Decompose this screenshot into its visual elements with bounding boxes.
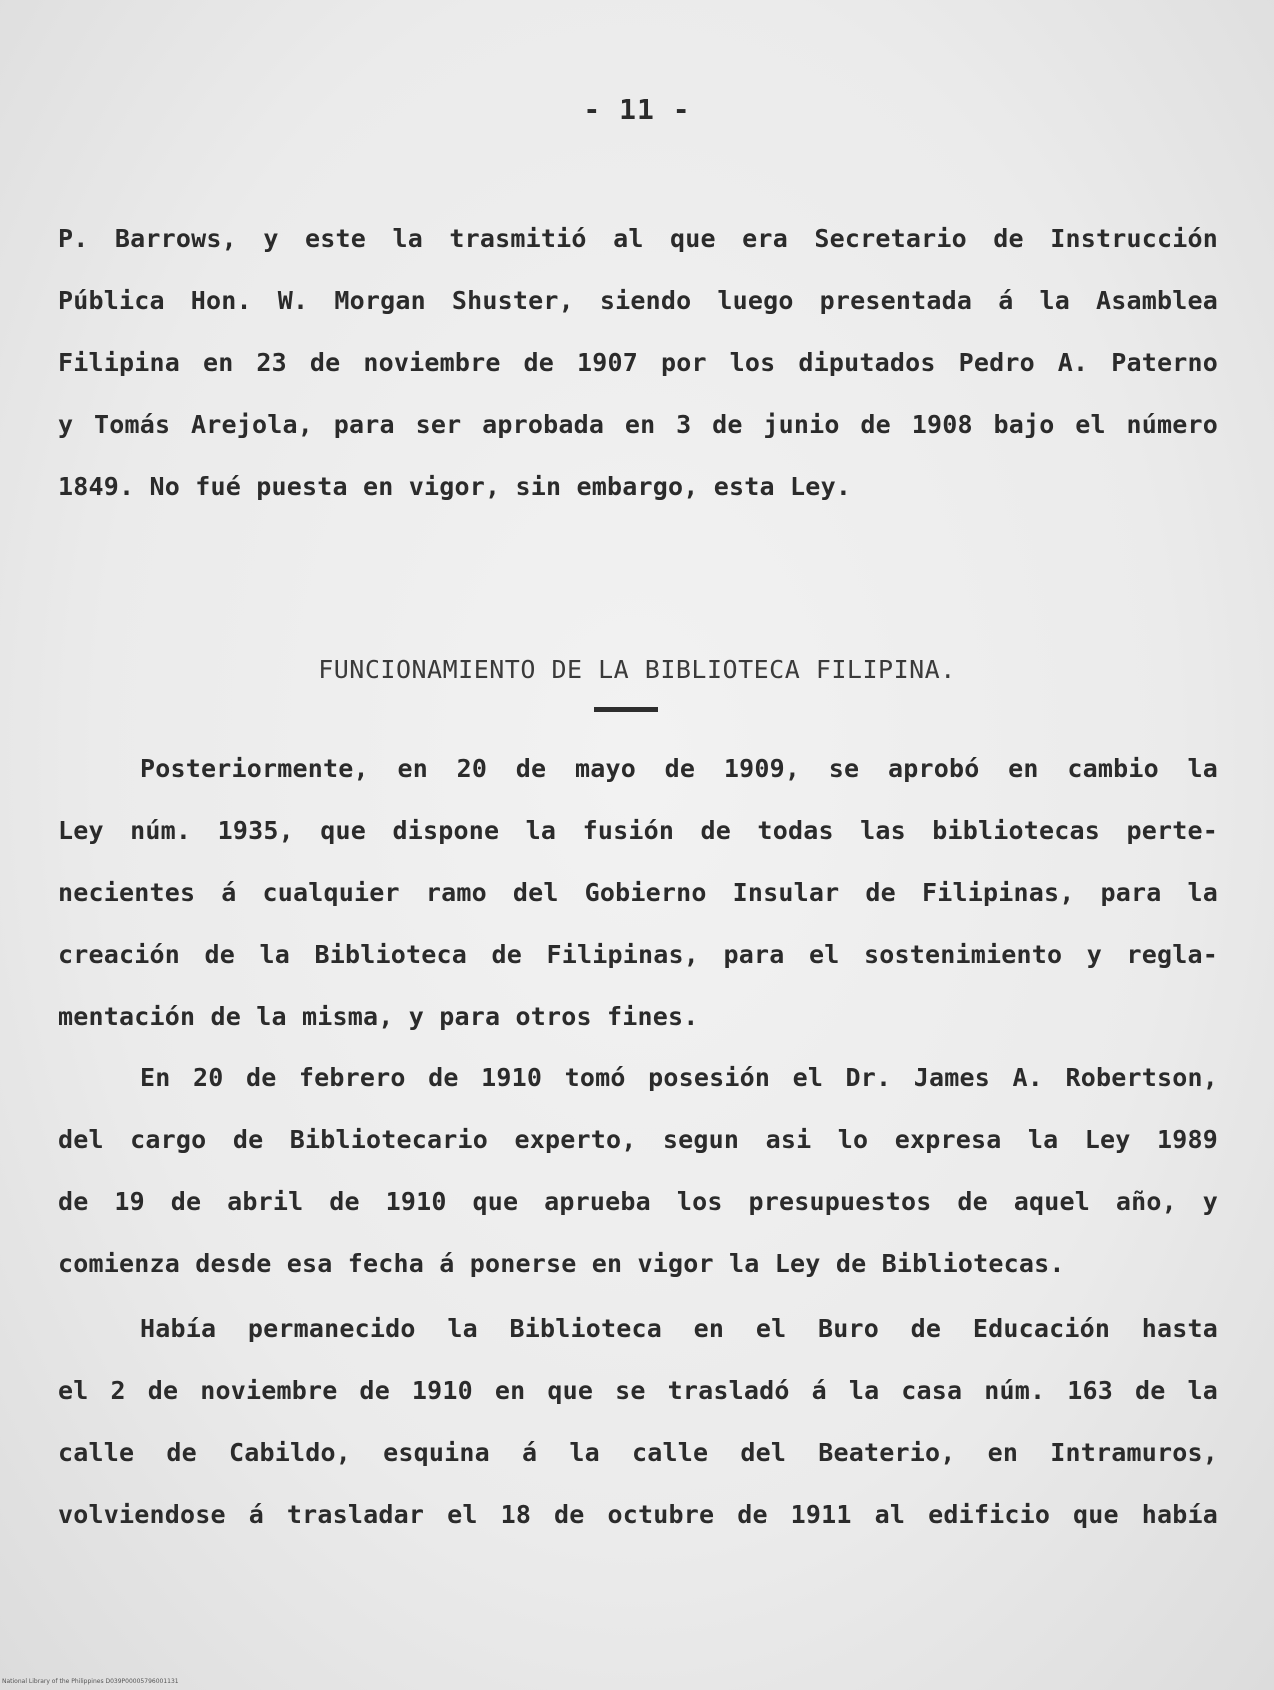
archive-footer: National Library of the Philippines D039P00005796001131 [2, 1678, 179, 1685]
paragraph-3 [58, 1047, 1218, 1295]
paragraph-2 [58, 738, 1218, 1048]
text-line: volviendose á trasladar el 18 de octubre de 1911 al edificio que había [58, 1500, 1218, 1529]
text-line: 1849. No fué puesta en vigor, sin embargo, esta Ley. [58, 472, 852, 501]
text-line: Filipina en 23 de noviembre de 1907 por los diputados Pedro A. Paterno [58, 348, 1218, 377]
page-number: - 11 - [583, 93, 691, 126]
text-line: Pública Hon. W. Morgan Shuster, siendo luego presentada á la Asamblea [58, 286, 1218, 315]
text-line: Ley núm. 1935, que dispone la fusión de todas las bibliotecas perte- [58, 816, 1218, 845]
paragraph-4 [58, 1298, 1218, 1546]
text-line: Había permanecido la Biblioteca en el Buro de Educación hasta [140, 1314, 1218, 1343]
text-line: Posteriormente, en 20 de mayo de 1909, se aprobó en cambio la [140, 754, 1218, 783]
text-line: mentación de la misma, y para otros fines. [58, 1002, 699, 1031]
text-line: necientes á cualquier ramo del Gobierno Insular de Filipinas, para la [58, 878, 1218, 907]
text-line: creación de la Biblioteca de Filipinas, para el sostenimiento y regla- [58, 940, 1218, 969]
text-line: P. Barrows, y este la trasmitió al que era Secretario de Instrucción [58, 224, 1218, 253]
text-line: En 20 de febrero de 1910 tomó posesión el Dr. James A. Robertson, [140, 1063, 1218, 1092]
text-line: comienza desde esa fecha á ponerse en vigor la Ley de Bibliotecas. [58, 1249, 1065, 1278]
paragraph-1 [58, 208, 1218, 518]
section-title: FUNCIONAMIENTO DE LA BIBLIOTECA FILIPINA. [318, 655, 956, 684]
text-line: de 19 de abril de 1910 que aprueba los presupuestos de aquel año, y [58, 1187, 1218, 1216]
text-line: del cargo de Bibliotecario experto, segun asi lo expresa la Ley 1989 [58, 1125, 1218, 1154]
text-line: y Tomás Arejola, para ser aprobada en 3 de junio de 1908 bajo el número [58, 410, 1218, 439]
title-underline [594, 707, 658, 712]
text-line: el 2 de noviembre de 1910 en que se trasladó á la casa núm. 163 de la [58, 1376, 1218, 1405]
text-line: calle de Cabildo, esquina á la calle del Beaterio, en Intramuros, [58, 1438, 1218, 1467]
